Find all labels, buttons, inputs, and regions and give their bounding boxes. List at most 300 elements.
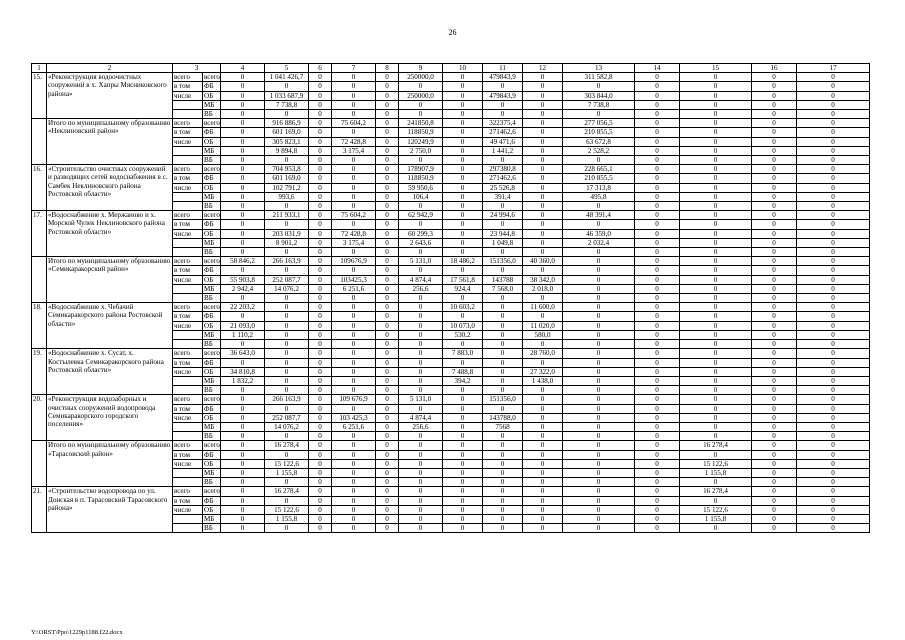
sub-label (173, 248, 203, 257)
value-cell: 0 (376, 119, 399, 128)
value-cell: 0 (483, 386, 523, 395)
value-cell: 0 (752, 450, 797, 459)
value-cell: 0 (309, 468, 332, 477)
value-cell: 0 (309, 303, 332, 312)
value-cell: 0 (309, 174, 332, 183)
value-cell: 0 (483, 496, 523, 505)
item-name: «Строительство очистных сооружений и разводящих сетей водоснабжения в с. Самбек Неклиновского района Ростовской области» (47, 165, 173, 211)
value-cell: 0 (523, 174, 563, 183)
value-cell: 0 (221, 478, 265, 487)
table-row (32, 349, 870, 358)
value-cell: 106,4 (399, 192, 443, 201)
value-cell: 0 (309, 275, 332, 284)
value-cell: 0 (376, 257, 399, 266)
sub-label (173, 100, 203, 109)
value-cell: 297380,8 (483, 165, 523, 174)
value-cell: 0 (797, 211, 870, 220)
value-cell: 0 (332, 266, 376, 275)
sub-label: числе (173, 321, 203, 330)
fund-source: ОБ (203, 321, 221, 330)
sub-label: в том (173, 496, 203, 505)
value-cell: 1 832,2 (221, 376, 265, 385)
value-cell: 2 750,0 (399, 146, 443, 155)
value-cell: 0 (797, 376, 870, 385)
value-cell: 120249,9 (399, 137, 443, 146)
value-cell: 0 (399, 468, 443, 477)
value-cell: 0 (265, 496, 309, 505)
value-cell: 0 (680, 91, 752, 100)
value-cell: 0 (680, 73, 752, 82)
value-cell: 16 278,4 (680, 441, 752, 450)
item-number: 15. (32, 73, 47, 119)
value-cell: 0 (221, 386, 265, 395)
value-cell: 0 (797, 248, 870, 257)
fund-source: всего (204, 119, 220, 128)
value-cell: 143788 (483, 275, 523, 284)
value-cell: 0 (635, 128, 680, 137)
value-cell: 0 (376, 238, 399, 247)
value-cell: 0 (309, 100, 332, 109)
value-cell: 0 (797, 174, 870, 183)
value-cell: 0 (752, 487, 797, 496)
value-cell: 0 (332, 183, 376, 192)
value-cell: 0 (443, 386, 483, 395)
value-cell: 0 (309, 450, 332, 459)
value-cell: 0 (797, 468, 870, 477)
value-cell: 5 131,0 (399, 257, 443, 266)
value-cell: 0 (563, 202, 635, 211)
value-cell: 23 944,8 (483, 229, 523, 238)
value-cell: 0 (680, 119, 752, 128)
value-cell: 0 (221, 165, 265, 174)
value-cell: 0 (483, 349, 523, 358)
value-cell: 0 (443, 211, 483, 220)
value-cell: 0 (309, 496, 332, 505)
value-cell: 0 (483, 487, 523, 496)
fund-source: ОБ (203, 137, 221, 146)
value-cell: 0 (376, 229, 399, 238)
value-cell: 0 (797, 413, 870, 422)
sub-label: всего (173, 73, 203, 82)
value-cell: 0 (376, 432, 399, 441)
value-cell: 0 (635, 100, 680, 109)
value-cell: 0 (399, 82, 443, 91)
value-cell: 0 (752, 202, 797, 211)
value-cell: 0 (399, 321, 443, 330)
value-cell: 0 (752, 404, 797, 413)
value-cell: 0 (563, 376, 635, 385)
sub-label (173, 146, 203, 155)
value-cell: 0 (443, 174, 483, 183)
value-cell: 0 (797, 478, 870, 487)
value-cell: 0 (563, 257, 635, 266)
value-cell: 0 (563, 386, 635, 395)
fund-source: ВБ (203, 478, 221, 487)
table-row (32, 303, 870, 312)
value-cell: 151356,0 (483, 257, 523, 266)
value-cell: 0 (376, 349, 399, 358)
value-cell: 0 (563, 321, 635, 330)
value-cell: 7 488,8 (443, 367, 483, 376)
value-cell: 0 (376, 441, 399, 450)
value-cell: 0 (635, 514, 680, 523)
fund-source: ВБ (203, 524, 221, 533)
value-cell: 0 (221, 100, 265, 109)
value-cell: 0 (680, 266, 752, 275)
value-cell: 0 (221, 248, 265, 257)
value-cell: 0 (309, 395, 332, 404)
value-cell: 72 428,8 (332, 137, 376, 146)
value-cell: 0 (635, 91, 680, 100)
value-cell: 0 (752, 220, 797, 229)
value-cell: 0 (443, 422, 483, 431)
value-cell: 0 (399, 487, 443, 496)
value-cell: 62 942,9 (399, 211, 443, 220)
value-cell: 1 041 426,7 (265, 73, 309, 82)
value-cell: 0 (483, 340, 523, 349)
value-cell: 0 (752, 330, 797, 339)
fund-source: ФБ (203, 174, 221, 183)
table-row (32, 395, 870, 404)
fund-source: ВБ (203, 340, 221, 349)
value-cell: 0 (635, 284, 680, 293)
value-cell: 0 (523, 82, 563, 91)
value-cell: 0 (221, 413, 265, 422)
value-cell: 0 (635, 174, 680, 183)
value-cell: 0 (635, 505, 680, 514)
value-cell: 601 169,0 (265, 174, 309, 183)
value-cell: 0 (221, 340, 265, 349)
value-cell: 15 122,6 (265, 505, 309, 514)
fund-source: ОБ (203, 183, 221, 192)
value-cell: 0 (523, 413, 563, 422)
value-cell: 0 (265, 349, 309, 358)
value-cell: 0 (399, 340, 443, 349)
value-cell: 0 (309, 119, 332, 128)
value-cell: 0 (399, 386, 443, 395)
value-cell: 22 203,2 (221, 303, 265, 312)
value-cell: 0 (309, 441, 332, 450)
value-cell: 4 874,4 (399, 413, 443, 422)
value-cell: 0 (332, 294, 376, 303)
value-cell: 0 (483, 156, 523, 165)
value-cell: 0 (309, 156, 332, 165)
value-cell: 0 (752, 340, 797, 349)
value-cell: 0 (635, 119, 680, 128)
value-cell: 0 (376, 524, 399, 533)
value-cell: 143788,0 (483, 413, 523, 422)
value-cell: 0 (309, 192, 332, 201)
value-cell: 0 (635, 146, 680, 155)
value-cell: 0 (563, 312, 635, 321)
value-cell: 0 (680, 211, 752, 220)
value-cell: 0 (680, 220, 752, 229)
value-cell: 0 (265, 312, 309, 321)
value-cell: 0 (221, 183, 265, 192)
value-cell: 48 391,4 (563, 211, 635, 220)
value-cell: 0 (443, 340, 483, 349)
value-cell: 0 (443, 156, 483, 165)
value-cell: 0 (797, 312, 870, 321)
value-cell: 0 (332, 110, 376, 119)
value-cell: 0 (680, 413, 752, 422)
value-cell: 7 883,0 (443, 349, 483, 358)
value-cell: 0 (376, 505, 399, 514)
value-cell: 252 087,7 (265, 275, 309, 284)
column-number: 8 (376, 64, 399, 73)
value-cell: 0 (635, 404, 680, 413)
value-cell: 0 (221, 110, 265, 119)
value-cell: 0 (563, 294, 635, 303)
value-cell: 0 (309, 358, 332, 367)
value-cell: 1 438,0 (523, 376, 563, 385)
value-cell: 0 (680, 321, 752, 330)
fund-source: ОБ (203, 413, 221, 422)
value-cell: 0 (399, 524, 443, 533)
value-cell: 1 155,8 (265, 514, 309, 523)
value-cell: 0 (680, 386, 752, 395)
header-row (32, 64, 870, 73)
value-cell: 0 (221, 395, 265, 404)
value-cell: 0 (399, 303, 443, 312)
value-cell: 25 526,8 (483, 183, 523, 192)
value-cell: 277 056,5 (563, 119, 635, 128)
sub-label (173, 514, 203, 523)
fund-source: ФБ (203, 220, 221, 229)
value-cell: 0 (376, 192, 399, 201)
value-cell: 0 (635, 211, 680, 220)
column-number: 13 (563, 64, 635, 73)
fund-source: ВБ (203, 156, 221, 165)
value-cell: 0 (332, 450, 376, 459)
value-cell: 1 155,8 (680, 514, 752, 523)
value-cell: 38 342,0 (523, 275, 563, 284)
fund-source: МБ (203, 330, 221, 339)
value-cell: 0 (309, 367, 332, 376)
value-cell: 0 (483, 524, 523, 533)
item-number: 20. (32, 395, 47, 441)
value-cell: 0 (563, 432, 635, 441)
value-cell: 0 (265, 110, 309, 119)
value-cell: 7 568,0 (483, 284, 523, 293)
value-cell: 2 942,4 (221, 284, 265, 293)
sub-label: числе (173, 91, 203, 100)
value-cell: 0 (332, 478, 376, 487)
value-cell: 0 (309, 376, 332, 385)
value-cell: 0 (635, 229, 680, 238)
fund-source: всего (204, 303, 220, 312)
table-row (32, 73, 870, 82)
value-cell: 0 (563, 340, 635, 349)
value-cell: 1 049,8 (483, 238, 523, 247)
value-cell: 0 (752, 376, 797, 385)
value-cell: 0 (376, 358, 399, 367)
value-cell: 0 (332, 174, 376, 183)
value-cell: 0 (399, 404, 443, 413)
value-cell: 0 (265, 303, 309, 312)
value-cell: 0 (443, 524, 483, 533)
value-cell: 0 (523, 183, 563, 192)
value-cell: 0 (309, 73, 332, 82)
value-cell: 0 (265, 404, 309, 413)
value-cell: 0 (797, 303, 870, 312)
value-cell: 0 (523, 441, 563, 450)
value-cell: 60 299,3 (399, 229, 443, 238)
value-cell: 0 (376, 110, 399, 119)
value-cell: 0 (221, 137, 265, 146)
value-cell: 0 (483, 404, 523, 413)
fund-source: ФБ (203, 450, 221, 459)
fund-source: ОБ (203, 459, 221, 468)
value-cell: 0 (332, 340, 376, 349)
value-cell: 0 (680, 284, 752, 293)
value-cell: 0 (797, 91, 870, 100)
fund-source: МБ (203, 422, 221, 431)
value-cell: 40 360,0 (523, 257, 563, 266)
value-cell: 0 (680, 330, 752, 339)
value-cell: 3 175,4 (332, 238, 376, 247)
sub-label (173, 432, 203, 441)
item-number (32, 257, 47, 303)
value-cell: 0 (635, 395, 680, 404)
value-cell: 0 (635, 266, 680, 275)
value-cell: 0 (483, 432, 523, 441)
page-number: 26 (448, 28, 457, 37)
value-cell: 0 (265, 386, 309, 395)
value-cell: 0 (221, 174, 265, 183)
column-number: 11 (483, 64, 523, 73)
value-cell: 0 (332, 100, 376, 109)
value-cell: 0 (680, 358, 752, 367)
value-cell: 0 (797, 100, 870, 109)
value-cell: 0 (680, 478, 752, 487)
fund-source: ВБ (203, 248, 221, 257)
value-cell: 0 (443, 441, 483, 450)
value-cell: 0 (635, 478, 680, 487)
item-name: «Водоснабжение х. Сусат, х. Костылевка Семикаракорского района Ростовской области» (47, 349, 173, 395)
value-cell: 0 (332, 128, 376, 137)
value-cell: 0 (680, 496, 752, 505)
sub-label (173, 294, 203, 303)
value-cell: 0 (523, 128, 563, 137)
value-cell: 0 (332, 386, 376, 395)
value-cell: 0 (443, 73, 483, 82)
value-cell: 0 (332, 165, 376, 174)
value-cell: 0 (752, 100, 797, 109)
item-name: «Реконструкция водозаборных и очистных сооружений водопровода Семикаракорского городского поселения» (47, 395, 173, 441)
value-cell: 0 (221, 487, 265, 496)
value-cell: 0 (309, 294, 332, 303)
value-cell: 0 (680, 312, 752, 321)
value-cell: 0 (752, 156, 797, 165)
value-cell: 0 (752, 524, 797, 533)
sub-label: всего (173, 487, 203, 496)
fund-source: всего (204, 211, 220, 220)
value-cell: 0 (443, 220, 483, 229)
value-cell: 0 (376, 183, 399, 192)
sub-label: в том (173, 450, 203, 459)
value-cell: 0 (752, 321, 797, 330)
value-cell: 0 (523, 238, 563, 247)
value-cell: 0 (376, 376, 399, 385)
value-cell: 0 (376, 367, 399, 376)
sub-label (173, 192, 203, 201)
value-cell: 0 (680, 110, 752, 119)
value-cell: 0 (221, 524, 265, 533)
fund-source: ФБ (203, 266, 221, 275)
value-cell: 0 (563, 395, 635, 404)
sub-label (173, 422, 203, 431)
value-cell: 916 886,9 (265, 119, 309, 128)
value-cell: 0 (221, 91, 265, 100)
value-cell: 0 (376, 248, 399, 257)
value-cell: 14 076,2 (265, 422, 309, 431)
value-cell: 228 665,1 (563, 165, 635, 174)
value-cell: 0 (523, 100, 563, 109)
value-cell: 0 (752, 312, 797, 321)
value-cell: 0 (523, 73, 563, 82)
value-cell: 0 (680, 432, 752, 441)
table-row (32, 119, 870, 128)
value-cell: 0 (563, 358, 635, 367)
value-cell: 0 (309, 284, 332, 293)
value-cell: 0 (221, 156, 265, 165)
value-cell: 0 (797, 229, 870, 238)
fund-source: МБ (203, 514, 221, 523)
value-cell: 72 428,8 (332, 229, 376, 238)
value-cell: 7568 (483, 422, 523, 431)
value-cell: 0 (265, 294, 309, 303)
value-cell: 0 (399, 202, 443, 211)
value-cell: 0 (523, 450, 563, 459)
value-cell: 0 (523, 514, 563, 523)
sub-label (173, 340, 203, 349)
value-cell: 0 (221, 238, 265, 247)
table-body (32, 64, 870, 533)
sub-label: всего (173, 395, 203, 404)
value-cell: 0 (797, 257, 870, 266)
value-cell: 0 (443, 238, 483, 247)
value-cell: 34 810,8 (221, 367, 265, 376)
value-cell: 0 (443, 229, 483, 238)
sub-label: числе (173, 505, 203, 514)
value-cell: 118850,9 (399, 174, 443, 183)
value-cell: 0 (797, 192, 870, 201)
value-cell: 0 (376, 128, 399, 137)
item-name: Итого по муниципальному образованию «Неклиновский район» (47, 119, 173, 165)
value-cell: 0 (752, 165, 797, 174)
value-cell: 0 (376, 220, 399, 229)
value-cell: 0 (376, 330, 399, 339)
value-cell: 0 (523, 505, 563, 514)
value-cell: 0 (376, 395, 399, 404)
value-cell: 0 (635, 137, 680, 146)
value-cell: 704 953,8 (265, 165, 309, 174)
value-cell: 394,2 (443, 376, 483, 385)
value-cell: 266 163,9 (265, 257, 309, 266)
value-cell: 0 (752, 459, 797, 468)
item-number: 19. (32, 349, 47, 395)
value-cell: 0 (752, 266, 797, 275)
footer-path: Y:\ORST\Ppo\1229p1188.f22.docx (31, 629, 123, 636)
value-cell: 0 (752, 137, 797, 146)
table-row (32, 487, 870, 496)
value-cell: 0 (563, 266, 635, 275)
sub-label: всего (173, 257, 203, 266)
item-name: «Водоснабжение х. Чебачий Семикаракорского района Ростовской области» (47, 303, 173, 349)
value-cell: 0 (483, 303, 523, 312)
value-cell: 0 (483, 478, 523, 487)
